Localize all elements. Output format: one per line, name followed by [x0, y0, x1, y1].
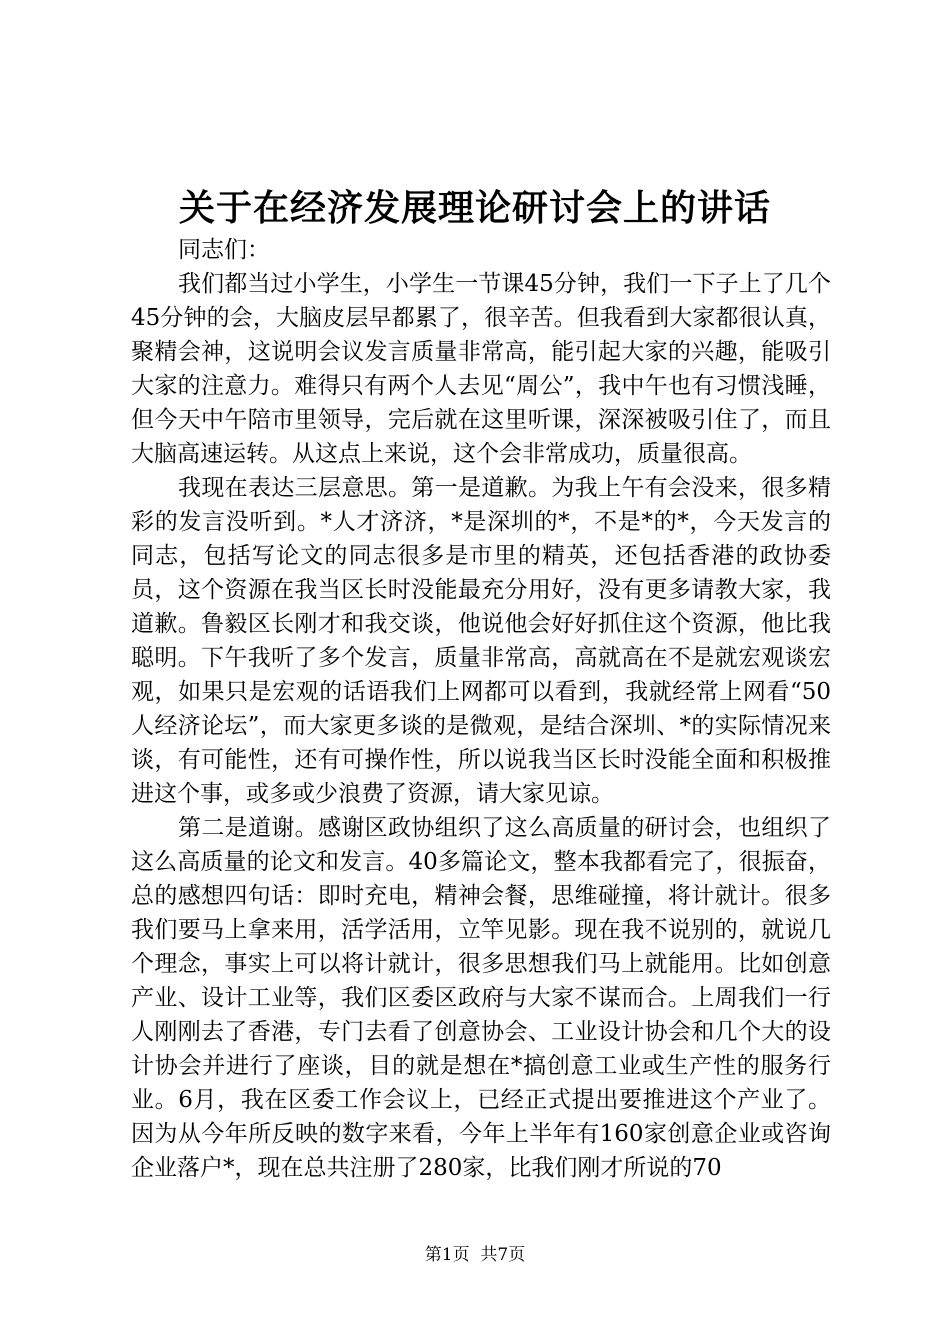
- document-title: 关于在经济发展理论研讨会上的讲话: [178, 187, 771, 229]
- salutation: 同志们：: [178, 237, 270, 263]
- paragraph-1: 我们都当过小学生，小学生一节课45分钟，我们一下子上了几个45分钟的会，大脑皮层早都累了，很辛苦。但我看到大家都很认真，聚精会神，这说明会议发言质量非常高，能引起大家的兴趣，能吸引大家的注意力。难得只有两个人去见“周公”，我中午也有习惯浅睡，但今天中午陪市里领导，完后就在这里听课，深深被吸引住了，而且大脑高速运转。从这点上来说，这个会非常成功，质量很高。: [131, 271, 831, 467]
- page-number-footer: 第1页 共7页: [424, 1245, 526, 1265]
- document-body: [131, 233, 831, 1185]
- paragraph-3: 第二是道谢。感谢区政协组织了这么高质量的研讨会，也组织了这么高质量的论文和发言。40多篇论文，整本我都看完了，很振奋，总的感想四句话：即时充电，精神会餐，思维碰撞，将计就计。很多我们要马上拿来用，活学活用，立竿见影。现在我不说别的，就说几个理念，事实上可以将计就计，很多思想我们马上就能用。比如创意产业、设计工业等，我们区委区政府与大家不谋而合。上周我们一行人刚刚去了香港，专门去看了创意协会、工业设计协会和几个大的设计协会并进行了座谈，目的就是想在*搞创意工业或生产性的服务行业。6月，我在区委工作会议上，已经正式提出要推进这个产业了。因为从今年所反映的数字来看，今年上半年有160家创意企业或咨询企业落户*，现在总共注册了280家，比我们刚才所说的70: [131, 815, 831, 1181]
- paragraph-2: 我现在表达三层意思。第一是道歉。为我上午有会没来，很多精彩的发言没听到。*人才济济，*是深圳的*，不是*的*，今天发言的同志，包括写论文的同志很多是市里的精英，还包括香港的政协委员，这个资源在我当区长时没能最充分用好，没有更多请教大家，我道歉。鲁毅区长刚才和我交谈，他说他会好好抓住这个资源，他比我聪明。下午我听了多个发言，质量非常高，高就高在不是就宏观谈宏观，如果只是宏观的话语我们上网都可以看到，我就经常上网看“50人经济论坛”，而大家更多谈的是微观，是结合深圳、*的实际情况来谈，有可能性，还有可操作性，所以说我当区长时没能全面和积极推进这个事，或多或少浪费了资源，请大家见谅。: [131, 475, 831, 807]
